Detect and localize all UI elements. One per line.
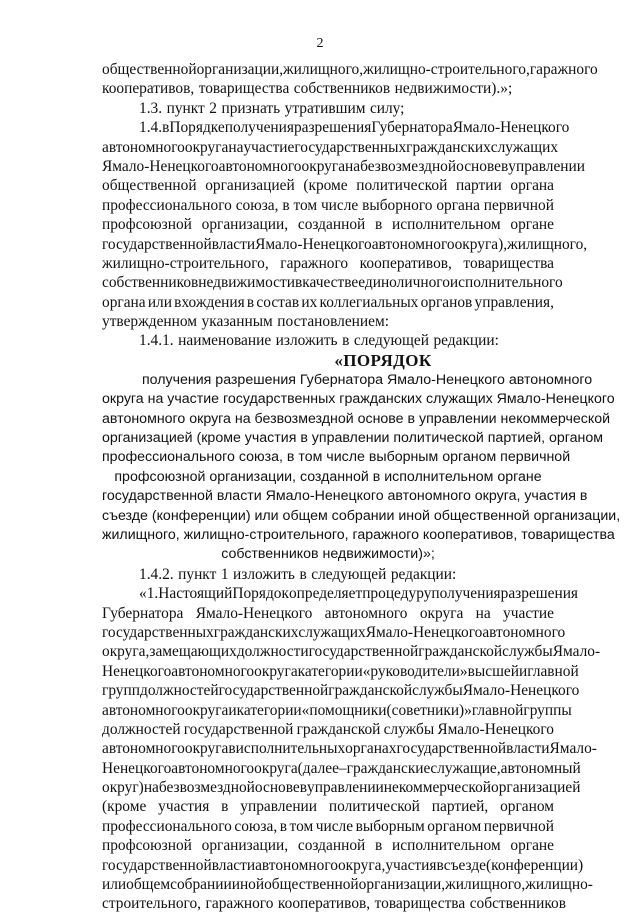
paragraph-line: 1.4. в Порядке получения разрешения Губернатора Ямало-Ненецкого	[139, 119, 570, 137]
paragraph-line: или общем собрании иной общественной организации, жилищного, жилищно-	[102, 876, 593, 894]
document-body	[102, 60, 621, 914]
paragraph-line: жилищно-строительного, гаражного кооперативов, товарищества	[102, 254, 554, 272]
paragraph-line: 1.3. пункт 2 признать утратившим силу;	[139, 99, 405, 117]
paragraph-line: Ямало-Ненецкого автономного округа на безвозмездной основе в управлении	[102, 157, 586, 175]
paragraph-line: государственной власти Ямало-Ненецкого автономного округа), жилищного,	[102, 235, 588, 253]
paragraph-line: «1. Настоящий Порядок определяет процедуру получения разрешения	[139, 585, 579, 603]
paragraph-line: автономного округа и категории «помощники (советники)» главной группы	[102, 701, 572, 719]
title-subtitle-line: собственников недвижимости)»;	[221, 546, 435, 563]
paragraph-line: государственных гражданских служащих Ямало-Ненецкого автономного	[102, 623, 566, 641]
paragraph-line: органа или вхождения в состав их коллегиальных органов управления,	[102, 293, 554, 311]
paragraph-line: (кроме участия в управлении политической партией, органом	[102, 798, 554, 816]
title-subtitle-line: округа на участие государственных гражданских служащих Ямало-Ненецкого	[102, 391, 615, 408]
paragraph-line: профессионального союза, в том числе выборного органа первичной	[102, 196, 554, 214]
title-subtitle-line: жилищного, жилищно-строительного, гаражного кооперативов, товарищества	[102, 526, 615, 543]
paragraph-line: автономного округа на участие государственных гражданских служащих	[102, 138, 559, 156]
title-subtitle-line: профсоюзной организации, созданной в исполнительном органе	[114, 468, 542, 485]
paragraph-line: профсоюзной организации, созданной в исполнительном органе	[102, 216, 554, 234]
paragraph-line: профессионального союза, в том числе выборным органом первичной	[102, 817, 554, 835]
title-subtitle-line: профессионального союза, в том числе выборным органом первичной	[102, 449, 571, 466]
paragraph-line: автономного округа в исполнительных органах государственной власти Ямало-	[102, 740, 597, 758]
paragraph-line: округ) на безвозмездной основе в управлении некоммерческой организацией	[102, 779, 581, 797]
paragraph-line: Губернатора Ямало-Ненецкого автономного округа на участие	[102, 604, 554, 622]
title-subtitle-line: организацией (кроме участия в управлении политической партией, органом	[102, 430, 604, 447]
paragraph-line: Ненецкого автономного округа категории «руководители» высшей и главной	[102, 662, 579, 680]
title-subtitle-line: получения разрешения Губернатора Ямало-Ненецкого автономного	[142, 371, 593, 388]
title-subtitle-line: автономного округа на безвозмездной основе в управлении некоммерческой	[102, 410, 611, 427]
paragraph-line: профсоюзной организации, созданной в исполнительном органе	[102, 837, 554, 855]
title-subtitle-line: государственной власти Ямало-Ненецкого автономного округа, участия в	[102, 488, 588, 505]
paragraph-line: 1.4.1. наименование изложить в следующей редакции:	[139, 332, 499, 350]
paragraph-line: строительного, гаражного кооперативов, товарищества собственников	[102, 895, 567, 913]
paragraph-line: Ненецкого автономного округа (далее – гражданские служащие, автономный	[102, 759, 581, 777]
title-subtitle-line: съезде (конференции) или общем собрании иной общественной организации,	[102, 507, 621, 524]
paragraph-line: групп должностей государственной гражданской службы Ямало-Ненецкого	[102, 682, 580, 700]
paragraph-line: общественной организации, жилищного, жилищно-строительного, гаражного	[102, 61, 598, 78]
paragraph-line: собственников недвижимости в качестве единоличного исполнительного	[102, 274, 563, 292]
page-number: 2	[316, 36, 324, 51]
paragraph-line: кооперативов, товарищества собственников недвижимости).»;	[102, 80, 513, 98]
paragraph-line: 1.4.2. пункт 1 изложить в следующей редакции:	[139, 565, 457, 583]
paragraph-line: общественной организацией (кроме политической партии органа	[102, 177, 554, 195]
paragraph-line: должностей государственной гражданской службы Ямало-Ненецкого	[102, 720, 554, 738]
paragraph-line: утвержденном указанным постановлением:	[102, 313, 389, 331]
paragraph-line: округа, замещающих должности государственной гражданской службы Ямало-	[102, 643, 601, 661]
paragraph-line: государственной власти автономного округа, участия в съезде (конференции)	[102, 856, 584, 874]
section-title: «ПОРЯДОК	[334, 350, 432, 370]
